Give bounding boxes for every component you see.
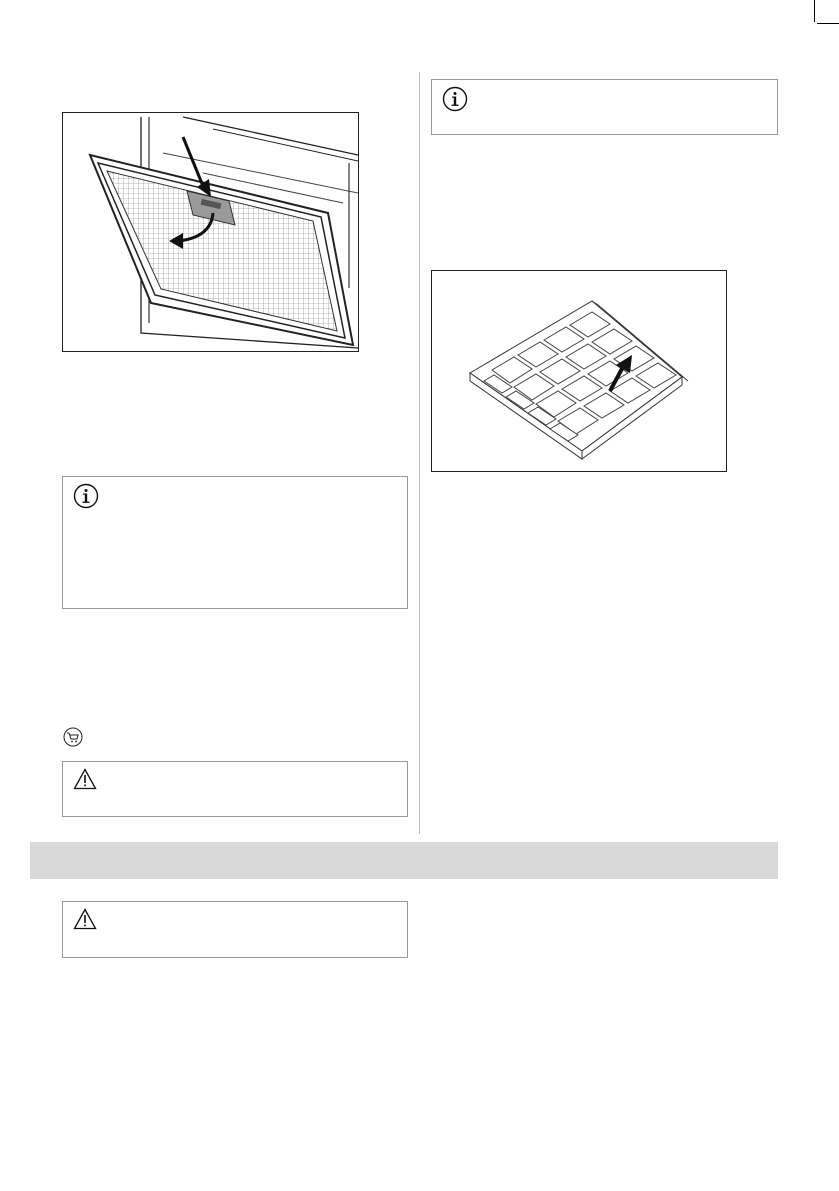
shop-cart-icon	[63, 727, 83, 752]
column-divider	[419, 72, 420, 834]
carbon-filter-figure	[431, 270, 727, 472]
warning-icon	[73, 908, 97, 930]
crop-mark-top	[814, 0, 815, 22]
carbon-filter-illustration-icon	[432, 271, 726, 471]
crop-mark-right	[817, 23, 839, 24]
warning-notice-bottom	[62, 901, 408, 958]
filter-removal-figure	[62, 112, 359, 352]
info-icon	[442, 86, 468, 112]
info-notice-left	[62, 476, 408, 609]
warning-notice-left	[62, 761, 408, 817]
info-icon	[73, 483, 99, 509]
info-notice-right-top	[431, 79, 778, 135]
warning-icon	[73, 768, 97, 790]
section-header-bar	[30, 842, 778, 879]
filter-removal-illustration-icon	[63, 113, 358, 351]
